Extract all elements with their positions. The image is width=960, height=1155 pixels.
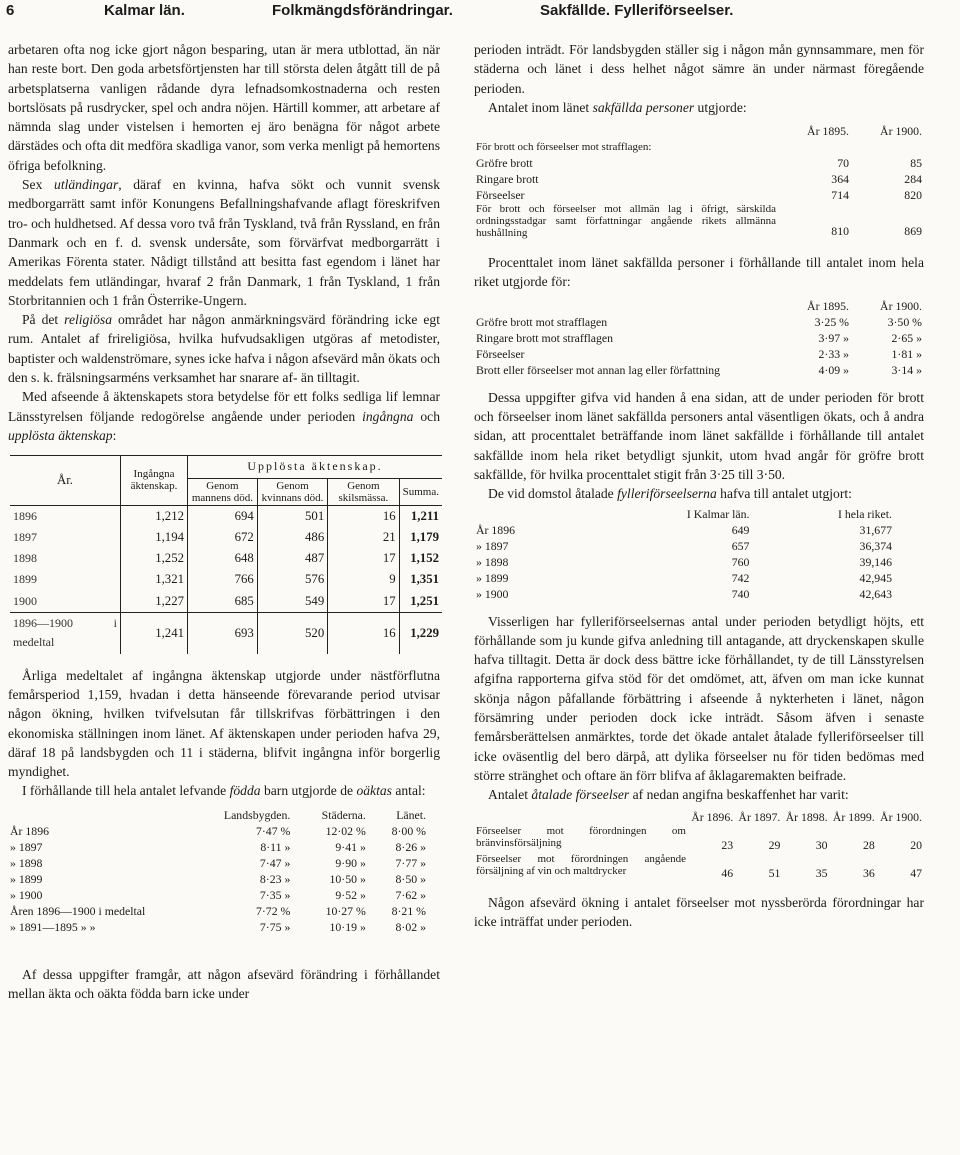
- cell: 501: [257, 505, 327, 527]
- left-column: [8, 40, 440, 1003]
- cell: 1,179: [399, 527, 442, 548]
- cell: 8·21 %: [391, 903, 426, 918]
- row-label: Gröfre brott mot strafflagen: [476, 314, 608, 329]
- table-row: [8, 855, 428, 871]
- section-title: Folkmängdsförändringar.: [272, 2, 453, 19]
- row-label: » 1897: [10, 839, 43, 854]
- cell: 549: [257, 591, 327, 613]
- row-label: 1896: [10, 505, 121, 527]
- cell: 16: [328, 505, 399, 527]
- paragraph: I förhållande till hela antalet lefvande födda barn utgjorde de oäktas antal:: [22, 783, 426, 799]
- table-row: [10, 591, 442, 613]
- col-header: År 1898.: [785, 809, 828, 824]
- row-label: Förseelser: [476, 188, 525, 203]
- cell: 8·23 »: [259, 871, 291, 886]
- cell: 685: [188, 591, 258, 613]
- table-row: [10, 505, 442, 527]
- cell: 30: [815, 837, 828, 852]
- cell: 869: [904, 224, 922, 239]
- row-label: 1898: [13, 551, 37, 566]
- row-label: Ringare brott mot strafflagen: [476, 330, 614, 345]
- col-divorce-header: Genom skilsmässa.: [328, 478, 399, 505]
- col-men-header: Genom mannens död.: [188, 478, 258, 505]
- cell: 694: [188, 505, 258, 527]
- table-row: [474, 538, 894, 554]
- paragraph: Antalet åtalade förseelser af nedan angifna beskaffenhet har varit:: [488, 787, 849, 803]
- subsection-title: Sakfällde. Fylleriförseelser.: [540, 2, 734, 19]
- col-header: Länet.: [396, 807, 426, 822]
- paragraph: Antalet inom länet sakfällda personer utgjorde:: [488, 99, 747, 115]
- col-women-header: Genom kvinnans död.: [257, 478, 327, 505]
- cell: 9·41 »: [335, 839, 366, 854]
- cell: 4·09 »: [818, 362, 849, 377]
- cell: 2·65 »: [891, 330, 922, 345]
- row-label: 1899: [13, 572, 37, 587]
- cell: 1,351: [399, 569, 442, 590]
- cell: 29: [768, 837, 781, 852]
- col-header: I Kalmar län.: [686, 506, 750, 521]
- cell: 648: [188, 548, 258, 569]
- table-row: [8, 919, 428, 935]
- cell: 1,251: [399, 591, 442, 613]
- table-row: [474, 554, 894, 570]
- paragraph: Visserligen har fylleriförseelsernas antal under perioden betydligt höjts, ett förhållande som ju kunde gifva anledning till antagande, att dryckenskapen skulle hafva tilltagit. Detta är dock dess bättre icke förhållandet, ty de till Länsstyrelsen afgifna rapporterna gifva stöd för det omdömet, att, äfven om man icke kunnat skönja någon påfallande förbättring i afseende å nykterheten i länet, någon försämring under perioden dock icke inträdt. Såsom äfven i senaste femårsberättelsen anmärktes, torde det ökade antalet åtalade fylleriförseelser till icke oväsentlig del bero därpå, att dylika förseelser nu för tiden bedömas med större stränghet och oftare än förr blifva af åklagaremakten beifrade.: [474, 613, 924, 783]
- cell: 1,252: [121, 548, 188, 569]
- cell: 1,194: [121, 527, 188, 548]
- cell: 7·62 »: [395, 887, 426, 902]
- col-header: I hela riket.: [837, 506, 892, 521]
- cell: 3·14 »: [891, 362, 922, 377]
- group-label: För brott och förseelser mot strafflagen:: [476, 141, 652, 154]
- offense-table: [474, 809, 924, 881]
- table-row: [10, 527, 442, 548]
- cell: 10·19 »: [329, 919, 366, 934]
- table-row: [474, 825, 924, 853]
- row-label: Ringare brott: [476, 172, 539, 187]
- paragraph: De vid domstol åtalade fylleriförseelserna hafva till antalet utgjort:: [488, 486, 852, 502]
- convicted-table: [474, 123, 924, 239]
- right-column: [474, 40, 924, 931]
- cell: 1,321: [121, 569, 188, 590]
- cell: 9·52 »: [335, 887, 366, 902]
- cell: 487: [257, 548, 327, 569]
- page-header: [0, 0, 960, 22]
- col-header: År 1896.: [691, 809, 734, 824]
- paragraph: Med afseende å äktenskapets stora betydelse för ett folks sedliga lif lemnar Länsstyrelsen följande redogörelse angående under perioden ingångna och upplösta äktenskap:: [8, 389, 440, 443]
- paragraph: Någon afsevärd ökning i antalet förseelser mot nyssberörda förordningar har icke inträffat under perioden.: [474, 894, 924, 929]
- table-row: [474, 522, 894, 538]
- cell: 12·02 %: [325, 823, 366, 838]
- cell: 820: [904, 188, 922, 203]
- col-entered-header: Ingångna äktenskap.: [121, 456, 188, 505]
- cell: 649: [731, 522, 750, 537]
- cell: 486: [257, 527, 327, 548]
- col-header: År 1895.: [807, 124, 849, 139]
- cell: 9·90 »: [335, 855, 366, 870]
- col-header: Landsbygden.: [223, 807, 291, 822]
- row-label: » 1900: [476, 586, 509, 601]
- cell: 576: [257, 569, 327, 590]
- cell: 657: [731, 538, 750, 553]
- paragraph: perioden inträdt. För landsbygden ställer sig i någon mån gynnsammare, men för städerna och länet i dess helhet något sämre än under närmast föregående perioden.: [474, 42, 924, 96]
- cell: 7·77 »: [395, 855, 426, 870]
- cell: 1,212: [121, 505, 188, 527]
- table-row: [474, 853, 924, 881]
- table-row: [474, 346, 924, 362]
- cell: 21: [328, 527, 399, 548]
- table-row: [10, 569, 442, 590]
- cell: 36: [862, 865, 875, 880]
- table-row: [474, 314, 924, 330]
- cell: 47: [910, 865, 922, 880]
- page-number: 6: [6, 2, 15, 19]
- row-label: » 1897: [476, 538, 509, 553]
- col-header: Städerna.: [321, 807, 366, 822]
- cell: 1,241: [121, 613, 188, 654]
- row-label: År 1896: [10, 823, 49, 838]
- cell: 8·50 »: [395, 871, 426, 886]
- col-header: År 1899.: [832, 809, 875, 824]
- cell: 3·50 %: [887, 314, 922, 329]
- table-row: [474, 586, 894, 602]
- cell: 85: [910, 156, 922, 171]
- cell: 693: [188, 613, 258, 654]
- table-row: [474, 330, 924, 346]
- cell: 10·50 »: [329, 871, 366, 886]
- cell: 520: [257, 613, 327, 654]
- paragraph: arbetaren ofta nog icke gjort någon besparing, utan är mera utblottad, än när han reste bort. Den goda arbetsförtjensten har till största delen åtgått till de på arbetsplatserna vanligen rådande dyra lefnadsomkostnaderna och resten bortslösats på rusdrycker, spel och andra nöjen. Härtill kommer, att arbetare af nämnda slag under vistelsen i hemorten ej äro benägna för något arbete därstädes och ofta dit medföra skadliga vanor, som verka menligt på hemortens öfriga befolkning.: [8, 42, 440, 173]
- paragraph: På det religiösa området har någon anmärkningsvärd förändring icke egt rum. Antalet af frireligiösa, hvilka hufvudsakligen utgöras af metodister, baptister och waldenströmare, synes icke hafva i någon afsevärd mån ökats och den s. k. frälsningsarméns verksamhet har snarare af- än tilltagit.: [8, 312, 441, 386]
- table-row: [474, 155, 924, 171]
- cell: 17: [328, 591, 399, 613]
- illegitimate-table: [8, 807, 428, 935]
- group-label: För brott och förseelser mot allmän lag i öfrigt, särskilda ordningsstadgar samt författningar angående rikets allmänna hushållning: [476, 203, 776, 240]
- paragraph: Sex utländingar, däraf en kvinna, hafva sökt och vunnit svensk medborgarrätt samt inför Konungens Befallningshafvande aflagt föreskrifven tro- och huldhetsed. Af dessa voro två från Tyskland, två från Ryssland, en från Danmark och en f. d. svensk undersåte, som förvärfvat medborgarrätt i Amerikas Förenta stater. Nådigt tillstånd att besitta fast egendom i länet har meddelats fem utländingar, hvaraf 2 från Danmark, 1 från Tyskland, 1 från Storbritannien och 1 från Österrike-Ungern.: [8, 177, 441, 308]
- row-label: 1896—1900 i medeltal: [10, 613, 121, 654]
- cell: 7·72 %: [255, 903, 291, 918]
- cell: 810: [831, 224, 849, 239]
- cell: 46: [721, 865, 734, 880]
- cell: 2·33 »: [818, 346, 849, 361]
- cell: 28: [862, 837, 875, 852]
- row-label: Åren 1896—1900 i medeltal: [10, 903, 146, 918]
- cell: 1,152: [399, 548, 442, 569]
- col-header: År 1897.: [738, 809, 781, 824]
- group-header: Upplösta äktenskap.: [188, 456, 443, 478]
- paragraph: Dessa uppgifter gifva vid handen å ena sidan, att de under perioden för brott och förseelser inom länet sakfällda personers antal väsentligen ökats, och å andra sidan, att procenttalet beträffande inom länet sakfällde i förhållande till antalet sakfällde inom hela riket betydligt sjunkit, utom hvad angår för gröfre brott sakfällde, för hvilka procenttalet stigit från 3·25 till 3·50.: [474, 389, 924, 482]
- col-sum-header: Summa.: [399, 478, 442, 505]
- row-label: » 1899: [476, 570, 509, 585]
- table-row: [8, 871, 428, 887]
- cell: 740: [731, 586, 750, 601]
- table-row: [8, 823, 428, 839]
- table-row: [474, 171, 924, 187]
- cell: 1,229: [399, 613, 442, 654]
- row-label: År 1896: [476, 522, 515, 537]
- cell: 714: [831, 188, 849, 203]
- cell: 766: [188, 569, 258, 590]
- cell: 284: [904, 172, 922, 187]
- row-label: » 1899: [10, 871, 43, 886]
- table-row: [8, 839, 428, 855]
- cell: 17: [328, 548, 399, 569]
- cell: 3·97 »: [818, 330, 849, 345]
- row-label: » 1898: [10, 855, 43, 870]
- row-label: 1897: [13, 529, 37, 544]
- drunkenness-table: [474, 506, 894, 602]
- marriage-table: [10, 455, 442, 653]
- cell: 7·47 »: [259, 855, 291, 870]
- col-header: År 1900.: [880, 809, 922, 824]
- col-header: År 1895.: [807, 298, 849, 313]
- cell: 7·47 %: [255, 823, 291, 838]
- cell: 742: [731, 570, 750, 585]
- row-label: » 1898: [476, 554, 509, 569]
- cell: 8·11 »: [260, 839, 291, 854]
- row-label: Förseelser mot förordningen om bränvinsförsäljning: [476, 824, 686, 849]
- cell: 8·26 »: [395, 839, 426, 854]
- col-header: År 1900.: [880, 124, 922, 139]
- cell: 42,643: [859, 586, 892, 601]
- cell: 7·75 »: [259, 919, 291, 934]
- cell: 8·00 %: [391, 823, 426, 838]
- col-header: År 1900.: [880, 298, 922, 313]
- row-label: Brott eller förseelser mot annan lag eller författning: [476, 362, 721, 377]
- table-row: [10, 548, 442, 569]
- cell: 1,227: [121, 591, 188, 613]
- table-row: [474, 187, 924, 203]
- cell: 3·25 %: [814, 314, 849, 329]
- cell: 39,146: [859, 554, 892, 569]
- paragraph: Årliga medeltalet af ingångna äktenskap utgjorde under nästförflutna femårsperiod 1,159, hvadan i detta hänseende förevarande period utvisar någon ökning, hvilken tvifvelsutan får tillskrifvas förbättringen i den ekonomiska ställningen inom länet. Af äktenskapen under perioden hafva 29, däraf 18 på landsbygden och 11 i städerna, blifvit ingångna inför borgerlig myndighet.: [8, 667, 440, 780]
- cell: 760: [731, 554, 750, 569]
- row-label: » 1900: [10, 887, 43, 902]
- cell: 8·02 »: [395, 919, 426, 934]
- cell: 7·35 »: [259, 887, 291, 902]
- cell: 1·81 »: [891, 346, 922, 361]
- cell: 36,374: [859, 538, 892, 553]
- cell: 672: [188, 527, 258, 548]
- paragraph: Af dessa uppgifter framgår, att någon afsevärd förändring i förhållandet mellan äkta och oäkta födda barn icke under: [8, 966, 440, 1001]
- cell: 35: [815, 865, 828, 880]
- cell: 23: [721, 837, 734, 852]
- table-row: [10, 613, 442, 654]
- county-title: Kalmar län.: [104, 2, 185, 19]
- percentage-table: [474, 298, 924, 378]
- cell: 51: [768, 865, 781, 880]
- cell: 10·27 %: [325, 903, 366, 918]
- cell: 20: [910, 837, 922, 852]
- row-label: Förseelser mot förordningen angående försäljning af vin och maltdrycker: [476, 852, 686, 877]
- cell: 364: [831, 172, 849, 187]
- cell: 1,211: [399, 505, 442, 527]
- cell: 9: [328, 569, 399, 590]
- table-row: [474, 362, 924, 378]
- row-label: Gröfre brott: [476, 156, 533, 171]
- paragraph: Procenttalet inom länet sakfällda personer i förhållande till antalet inom hela riket utgjorde för:: [474, 255, 924, 290]
- cell: 16: [328, 613, 399, 654]
- cell: 31,677: [859, 522, 892, 537]
- cell: 42,945: [859, 570, 892, 585]
- row-label: Förseelser: [476, 346, 525, 361]
- table-row: [474, 570, 894, 586]
- row-label: 1900: [13, 593, 37, 608]
- table-row: [8, 887, 428, 903]
- col-year-header: År.: [10, 456, 121, 505]
- table-row: [8, 903, 428, 919]
- row-label: » 1891—1895 » »: [10, 919, 96, 934]
- cell: 70: [837, 156, 849, 171]
